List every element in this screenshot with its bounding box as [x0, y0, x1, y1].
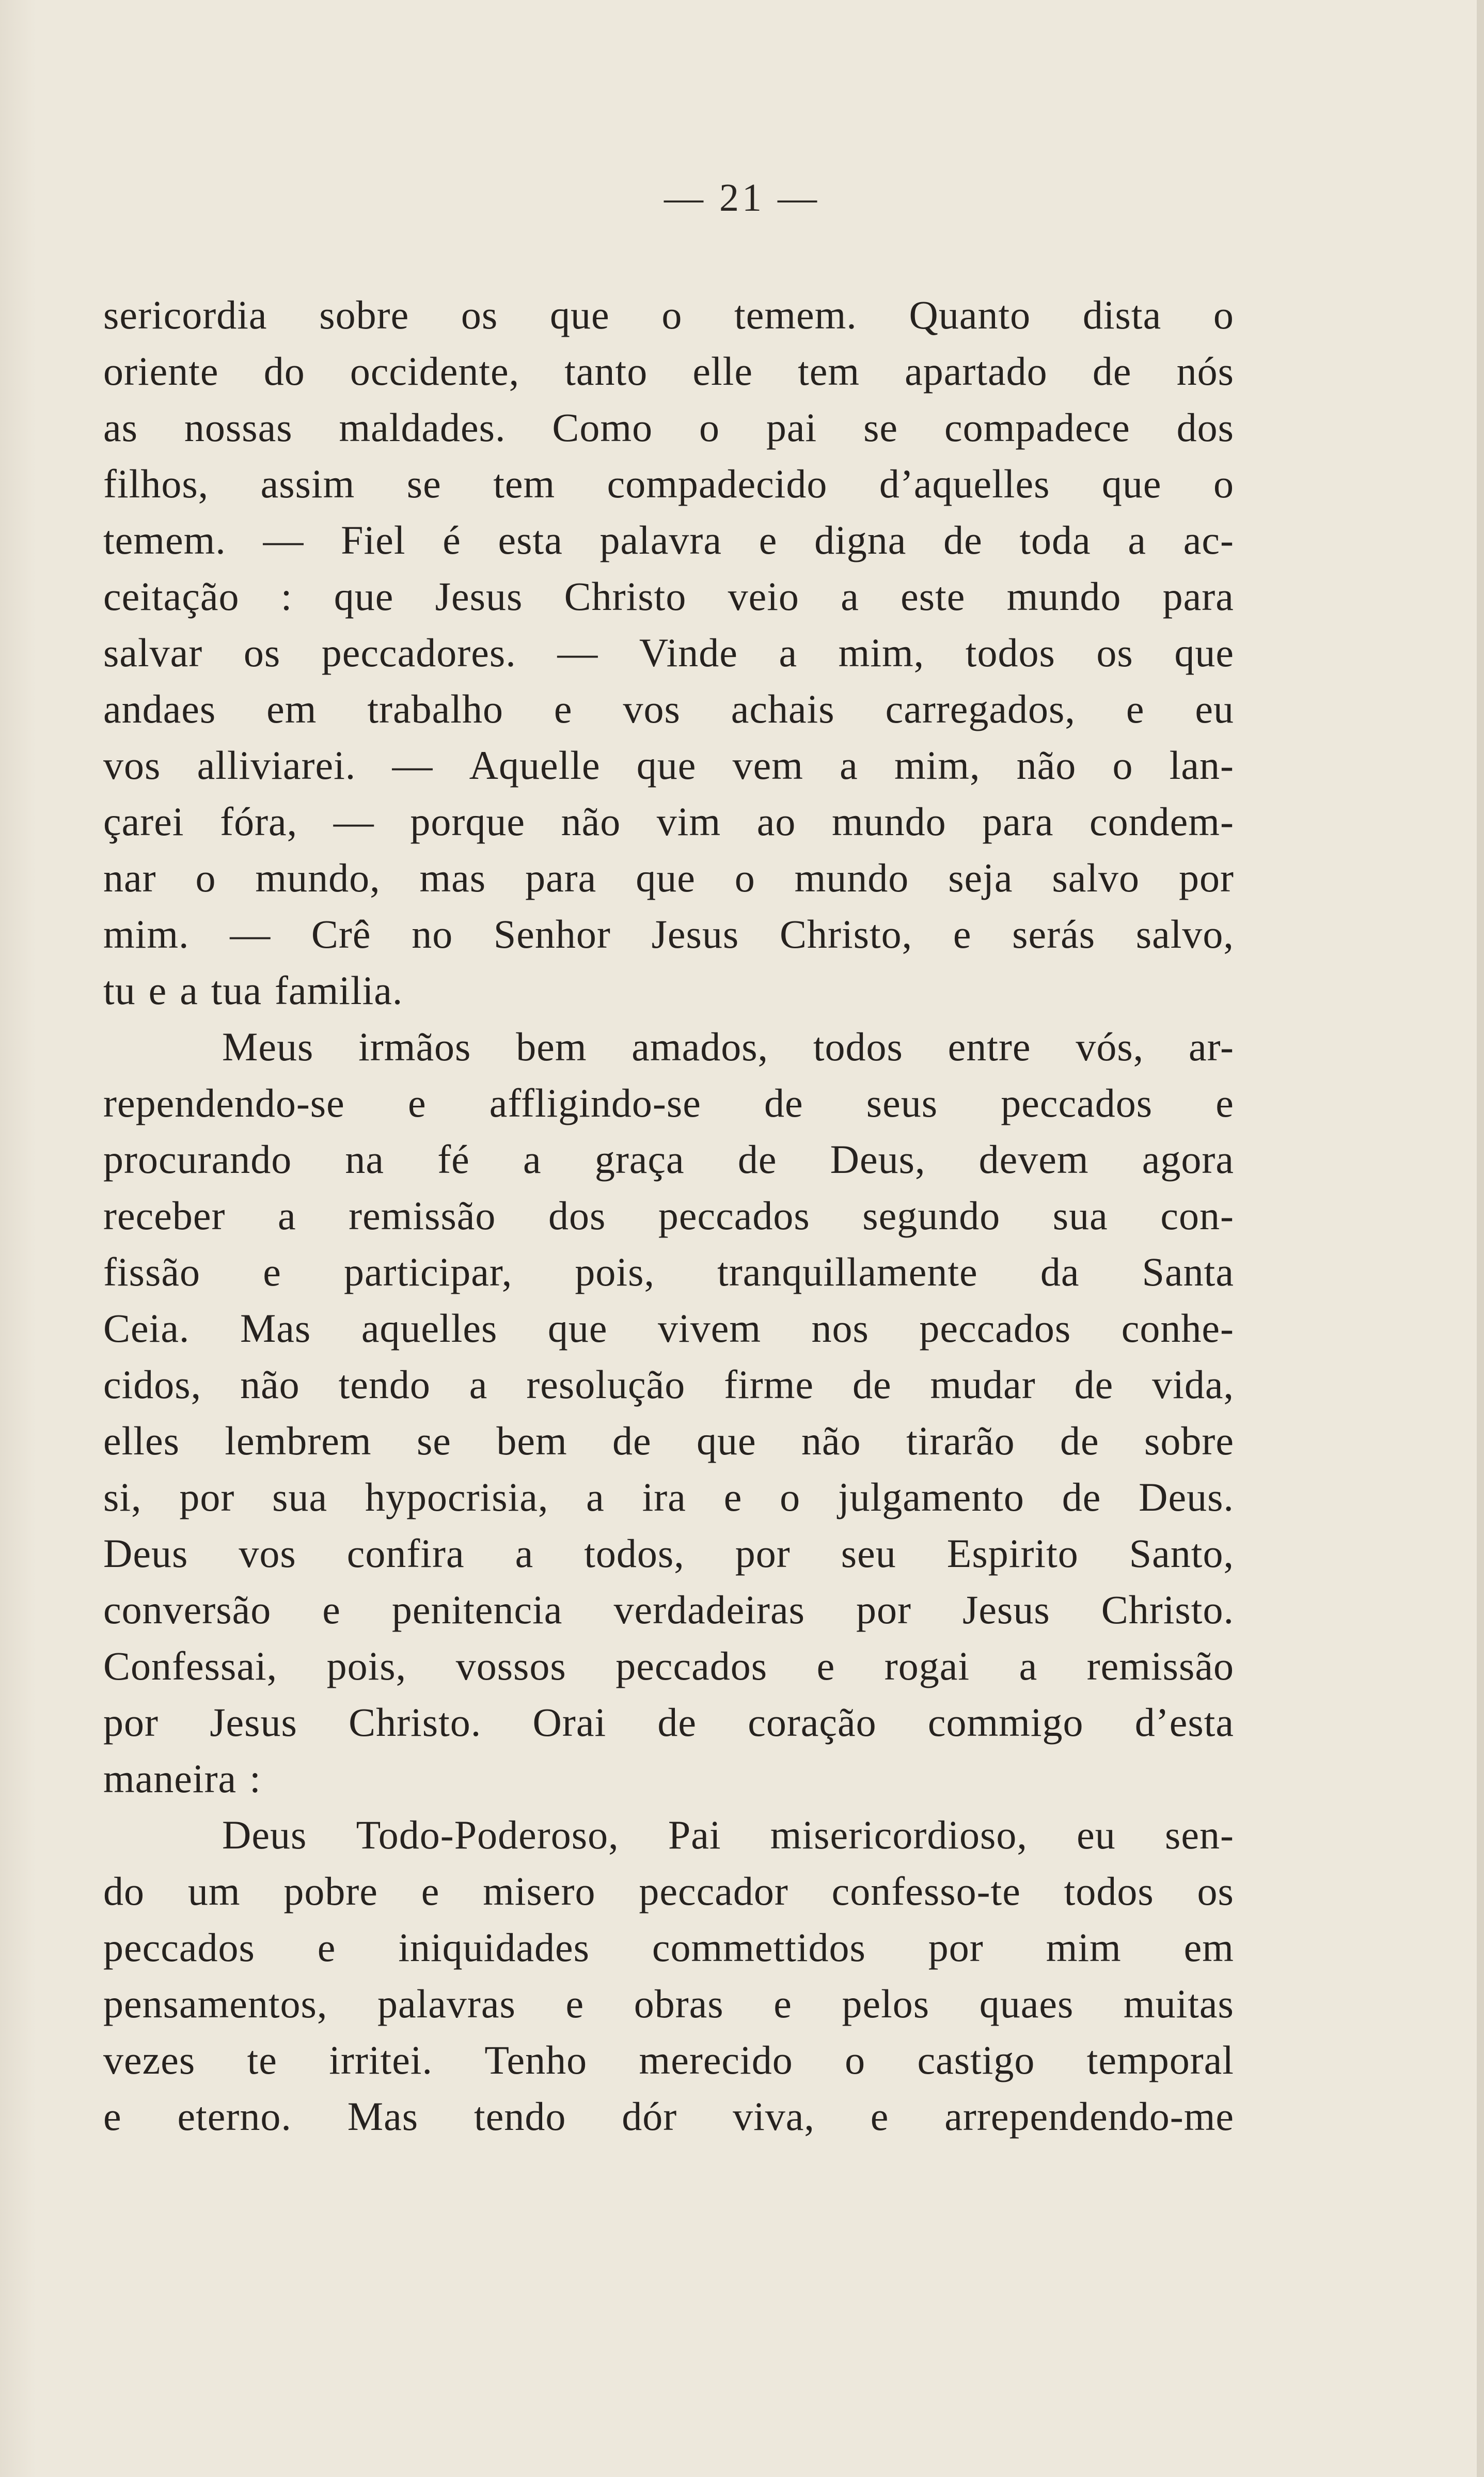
- text-line: cidos, não tendo a resolução firme de mudar de vida,: [103, 1362, 1234, 1407]
- text-line: Deus Todo-Poderoso, Pai misericordioso, eu sen-: [222, 1812, 1234, 1857]
- text-line: çarei fóra, — porque não vim ao mundo para condem-: [103, 799, 1234, 844]
- text-line: salvar os peccadores. — Vinde a mim, todos os que: [103, 630, 1234, 675]
- text-line: elles lembrem se bem de que não tirarão de sobre: [103, 1418, 1234, 1463]
- text-line: pensamentos, palavras e obras e pelos quaes muitas: [103, 1981, 1234, 2026]
- text-line: Deus vos confira a todos, por seu Espirito Santo,: [103, 1531, 1234, 1576]
- text-line: do um pobre e misero peccador confesso-te todos os: [103, 1869, 1234, 1914]
- text-line: e eterno. Mas tendo dór viva, e arrependendo-me: [103, 2094, 1234, 2139]
- text-line: fissão e participar, pois, tranquillamente da Santa: [103, 1249, 1234, 1294]
- text-line: Meus irmãos bem amados, todos entre vós, ar-: [222, 1024, 1234, 1069]
- text-line: as nossas maldades. Como o pai se compadece dos: [103, 405, 1234, 450]
- text-line: temem. — Fiel é esta palavra e digna de toda a ac-: [103, 518, 1234, 562]
- text-line: Confessai, pois, vossos peccados e rogai a remissão: [103, 1643, 1234, 1688]
- page-shadow-left: [0, 0, 36, 2477]
- text-line: Ceia. Mas aquelles que vivem nos peccados conhe-: [103, 1306, 1234, 1351]
- text-line: sericordia sobre os que o temem. Quanto dista o: [103, 292, 1234, 337]
- text-line: andaes em trabalho e vos achais carregados, e eu: [103, 686, 1234, 731]
- text-line: oriente do occidente, tanto elle tem apartado de nós: [103, 349, 1234, 394]
- body-text: [103, 287, 1234, 2144]
- text-line: tu e a tua familia.: [103, 968, 403, 1013]
- text-line: filhos, assim se tem compadecido d’aquelles que o: [103, 461, 1234, 506]
- page-number: — 21 —: [664, 176, 820, 220]
- text-line: por Jesus Christo. Orai de coração commigo d’esta: [103, 1700, 1234, 1745]
- paragraph: [103, 287, 1234, 1018]
- text-line: vos alliviarei. — Aquelle que vem a mim, não o lan-: [103, 743, 1234, 788]
- text-line: peccados e iniquidades commettidos por mim em: [103, 1925, 1234, 1970]
- text-line: rependendo-se e affligindo-se de seus peccados e: [103, 1080, 1234, 1125]
- text-line: si, por sua hypocrisia, a ira e o julgamento de Deus.: [103, 1475, 1234, 1519]
- paragraph: [103, 1807, 1234, 2144]
- text-line: nar o mundo, mas para que o mundo seja salvo por: [103, 855, 1234, 900]
- text-line: vezes te irritei. Tenho merecido o castigo temporal: [103, 2037, 1234, 2082]
- page-edge-right: [1477, 0, 1484, 2477]
- paragraph: [103, 1018, 1234, 1807]
- text-line: ceitação : que Jesus Christo veio a este mundo para: [103, 574, 1234, 619]
- text-line: conversão e penitencia verdadeiras por Jesus Christo.: [103, 1587, 1234, 1632]
- text-line: receber a remissão dos peccados segundo sua con-: [103, 1193, 1234, 1238]
- text-line: maneira :: [103, 1756, 261, 1801]
- text-line: mim. — Crê no Senhor Jesus Christo, e serás salvo,: [103, 912, 1234, 957]
- text-line: procurando na fé a graça de Deus, devem agora: [103, 1137, 1234, 1182]
